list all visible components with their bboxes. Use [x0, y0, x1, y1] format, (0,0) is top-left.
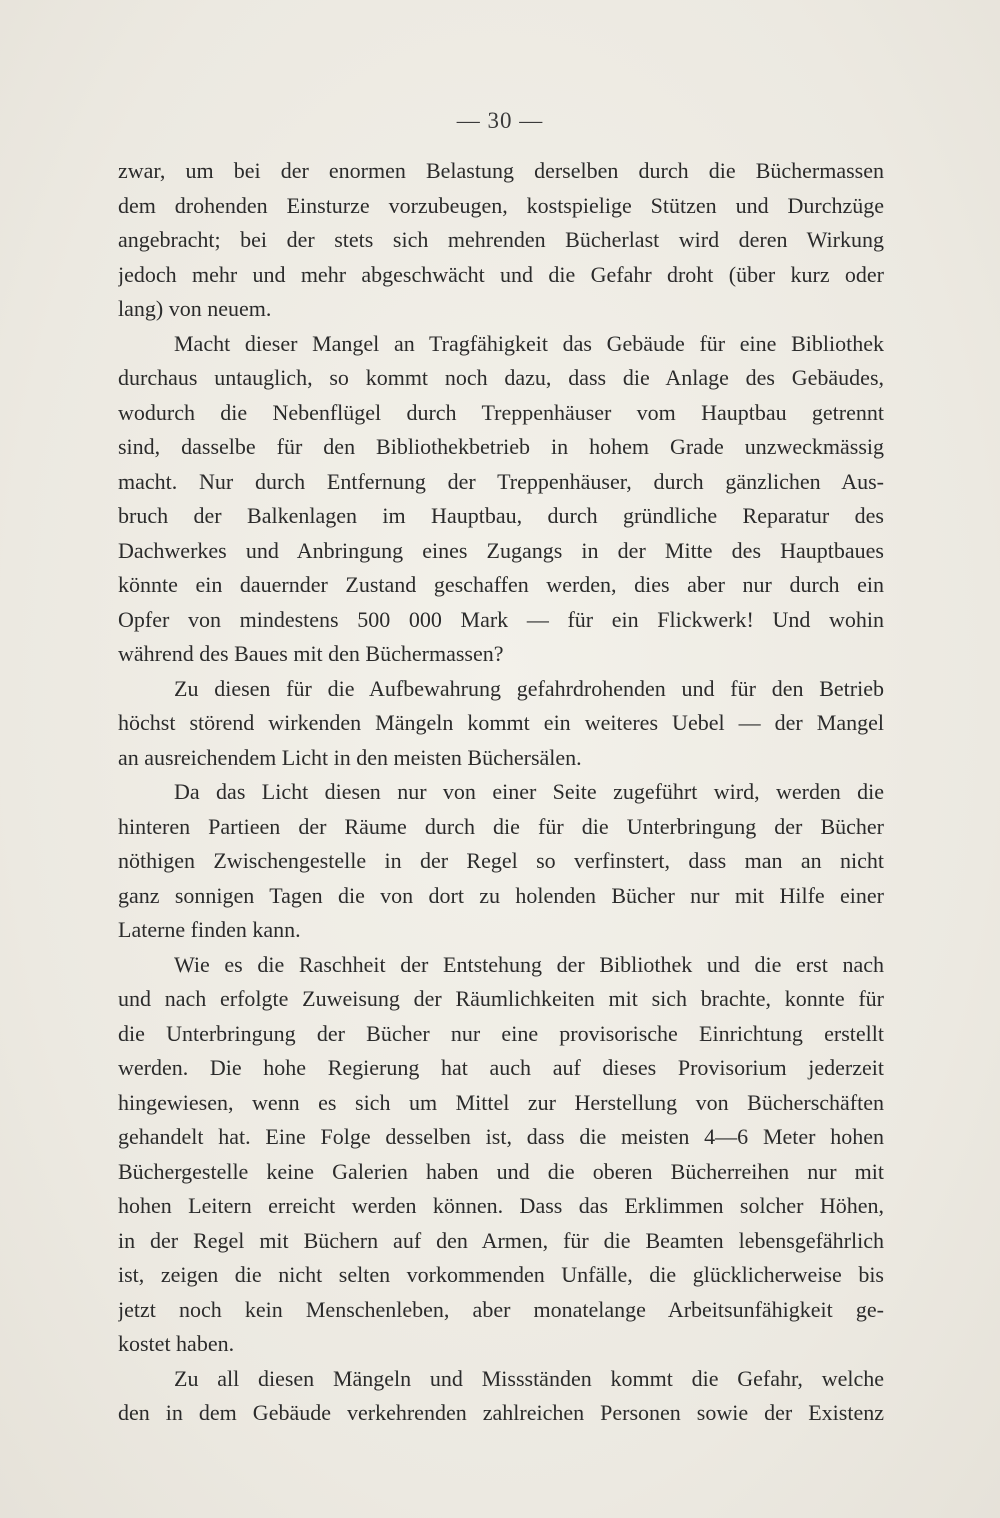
text-line: nöthigen Zwischengestelle in der Regel so verfinstert, dass man an nicht [118, 848, 884, 873]
text-line: in der Regel mit Büchern auf den Armen, für die Beamten lebensgefährlich [118, 1227, 884, 1253]
text-line: an ausreichendem Licht in den meisten Büchersälen. [118, 744, 582, 770]
text-line: höchst störend wirkenden Mängeln kommt ein weiteres Uebel — der Mangel [118, 710, 884, 735]
text-line: wodurch die Nebenflügel durch Treppenhäuser vom Hauptbau getrennt [118, 399, 884, 425]
text-line: lang) von neuem. [118, 296, 272, 321]
text-line: bruch der Balkenlagen im Hauptbau, durch gründliche Reparatur des [118, 503, 884, 528]
text-line: Da das Licht diesen nur von einer Seite zugeführt wird, werden die [174, 779, 884, 804]
text-line: Zu diesen für die Aufbewahrung gefahrdrohenden und für den Betrieb [174, 675, 884, 701]
text-line: und nach erfolgte Zuweisung der Räumlichkeiten mit sich brachte, konnte für [118, 986, 884, 1011]
text-line: kostet haben. [118, 1331, 235, 1356]
text-line: während des Baues mit den Büchermassen? [118, 641, 504, 666]
text-line: hinteren Partieen der Räume durch die für die Unterbringung der Bücher [118, 813, 884, 839]
text-line: sind, dasselbe für den Bibliothekbetrieb in hohem Grade unzweckmässig [118, 434, 884, 459]
text-line: angebracht; bei der stets sich mehrenden Bücherlast wird deren Wirkung [118, 227, 884, 252]
text-line: Dachwerkes und Anbringung eines Zugangs in der Mitte des Hauptbaues [118, 537, 884, 563]
text-line: Zu all diesen Mängeln und Missständen kommt die Gefahr, welche [174, 1365, 884, 1391]
text-line: den in dem Gebäude verkehrenden zahlreichen Personen sowie der Existenz [118, 1400, 884, 1425]
text-line: jetzt noch kein Menschenleben, aber monatelange Arbeitsunfähigkeit ge- [118, 1296, 884, 1322]
text-line: werden. Die hohe Regierung hat auch auf dieses Provisorium jederzeit [118, 1055, 884, 1080]
body-text [118, 154, 884, 1431]
text-line: könnte ein dauernder Zustand geschaffen werden, dies aber nur durch ein [118, 572, 884, 597]
text-line: Büchergestelle keine Galerien haben und die oberen Bücherreihen nur mit [118, 1158, 884, 1184]
text-line: gehandelt hat. Eine Folge desselben ist, dass die meisten 4—6 Meter hohen [118, 1124, 884, 1149]
text-line: macht. Nur durch Entfernung der Treppenhäuser, durch gänzlichen Aus- [118, 468, 884, 494]
text-line: die Unterbringung der Bücher nur eine provisorische Einrichtung erstellt [118, 1020, 884, 1046]
text-line: hohen Leitern erreicht werden können. Dass das Erklimmen solcher Höhen, [118, 1193, 884, 1218]
text-line: Macht dieser Mangel an Tragfähigkeit das Gebäude für eine Bibliothek [174, 330, 884, 356]
text-line: zwar, um bei der enormen Belastung derselben durch die Büchermassen [118, 158, 884, 183]
page-number: — 30 — [456, 108, 544, 133]
text-line: dem drohenden Einsturze vorzubeugen, kostspielige Stützen und Durchzüge [118, 192, 884, 218]
text-line: ist, zeigen die nicht selten vorkommenden Unfälle, die glücklicherweise bis [118, 1262, 884, 1287]
text-line: hingewiesen, wenn es sich um Mittel zur Herstellung von Bücherschäften [118, 1089, 884, 1115]
text-line: durchaus untauglich, so kommt noch dazu, dass die Anlage des Gebäudes, [118, 365, 884, 390]
text-line: jedoch mehr und mehr abgeschwächt und die Gefahr droht (über kurz oder [118, 261, 884, 287]
text-line: ganz sonnigen Tagen die von dort zu holenden Bücher nur mit Hilfe einer [118, 882, 884, 908]
text-line: Opfer von mindestens 500 000 Mark — für ein Flickwerk! Und wohin [118, 606, 884, 632]
text-line: Wie es die Raschheit der Entstehung der Bibliothek und die erst nach [174, 951, 884, 977]
text-line: Laterne finden kann. [118, 917, 301, 942]
